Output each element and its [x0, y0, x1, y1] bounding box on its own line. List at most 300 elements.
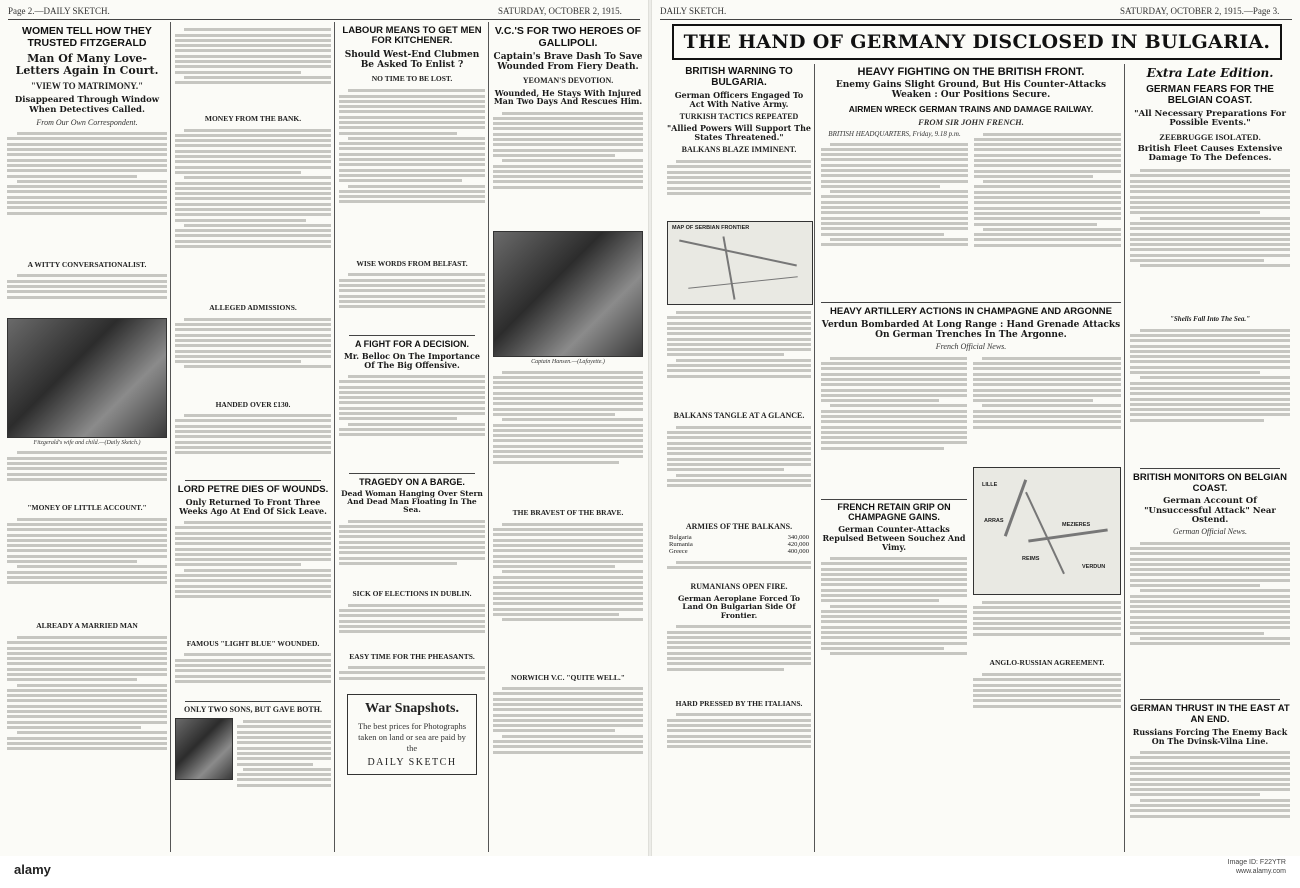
subhead-yeoman: YEOMAN'S DEVOTION.	[522, 75, 614, 85]
text-line	[493, 127, 643, 130]
map-front-line	[1004, 480, 1027, 537]
text-line	[339, 535, 485, 538]
column-rule	[814, 64, 815, 852]
article-text	[973, 671, 1121, 729]
extra-edition: Extra Late Edition.	[1146, 66, 1274, 80]
text-line	[175, 664, 331, 667]
text-line	[821, 431, 967, 434]
text-line	[1130, 382, 1290, 385]
text-line	[493, 549, 643, 552]
article-text	[821, 140, 968, 298]
text-line	[1130, 174, 1290, 177]
text-line	[493, 424, 643, 427]
text-line	[821, 636, 967, 639]
text-line	[1130, 398, 1290, 401]
subhead-witty: A WITTY CONVERSATIONALIST.	[27, 259, 147, 269]
text-line	[493, 186, 643, 189]
text-line	[667, 171, 811, 174]
text-line	[175, 537, 331, 540]
text-line	[339, 546, 485, 549]
text-line	[339, 620, 485, 623]
text-line	[7, 539, 167, 542]
text-line	[821, 180, 968, 183]
text-line	[830, 190, 968, 193]
text-line	[339, 195, 485, 198]
text-line	[1130, 809, 1290, 812]
text-line	[493, 170, 643, 173]
text-line	[1130, 772, 1290, 775]
footer-strip	[0, 856, 1300, 888]
text-line	[339, 121, 485, 124]
warning-deck: German Officers Engaged To Act With Native Army.	[674, 90, 804, 109]
text-line	[974, 159, 1121, 162]
text-line	[1130, 243, 1290, 246]
text-line	[7, 581, 167, 584]
text-line	[175, 81, 331, 84]
text-line	[7, 747, 167, 750]
text-line	[339, 305, 485, 308]
text-line	[983, 228, 1121, 231]
text-line	[339, 190, 485, 193]
text-line	[7, 710, 167, 713]
text-line	[821, 620, 967, 623]
article-text	[1130, 539, 1290, 695]
text-line	[493, 692, 643, 695]
fitzgerald-kicker: "VIEW TO MATRIMONY."	[30, 81, 144, 92]
text-line	[339, 147, 485, 150]
barge-headline: TRAGEDY ON A BARGE.	[359, 476, 465, 487]
article-text	[175, 126, 331, 301]
text-line	[7, 153, 167, 156]
text-line	[493, 149, 643, 152]
text-line	[1140, 542, 1290, 545]
text-line	[821, 568, 967, 571]
text-line	[973, 394, 1121, 397]
text-line	[175, 574, 331, 577]
text-line	[237, 757, 331, 760]
text-line	[175, 144, 331, 147]
text-line	[502, 735, 643, 738]
text-line	[1130, 605, 1290, 608]
text-line	[7, 647, 167, 650]
text-line	[676, 561, 811, 564]
text-line	[1130, 756, 1290, 759]
article-text	[1130, 326, 1290, 464]
text-line	[1130, 552, 1290, 555]
text-line	[7, 296, 167, 299]
zeebrugge-deck: British Fleet Causes Extensive Damage To The Defences.	[1137, 144, 1283, 164]
image-id-watermark	[1228, 858, 1286, 876]
text-line	[502, 418, 643, 421]
text-line	[7, 668, 167, 671]
text-line	[502, 159, 643, 162]
text-line	[493, 581, 643, 584]
text-line	[493, 565, 615, 568]
text-line	[175, 213, 331, 216]
text-line	[493, 180, 643, 183]
text-line	[493, 719, 643, 722]
text-line	[339, 401, 485, 404]
text-line	[175, 451, 331, 454]
text-line	[339, 614, 485, 617]
text-line	[184, 28, 331, 31]
text-line	[821, 222, 968, 225]
subhead-anglo-russian: ANGLO-RUSSIAN AGREEMENT.	[989, 658, 1105, 668]
text-line	[175, 328, 331, 331]
text-line	[974, 223, 1097, 226]
left-col-4	[490, 22, 646, 852]
text-line	[982, 404, 1121, 407]
text-line	[667, 369, 811, 372]
ad-paper-name: DAILY SKETCH	[367, 756, 457, 768]
text-line	[821, 626, 967, 629]
text-line	[821, 441, 967, 444]
labour-headline: LABOUR MEANS TO GET MEN FOR KITCHENER.	[342, 25, 482, 47]
table-row	[667, 548, 811, 555]
text-line	[676, 160, 811, 163]
country-cell: Bulgaria	[669, 534, 692, 542]
text-line	[667, 740, 811, 743]
text-line	[175, 44, 331, 47]
fitzgerald-deck: Disappeared Through Window When Detectives Called.	[14, 95, 160, 115]
text-line	[175, 166, 331, 169]
text-line	[175, 360, 301, 363]
article-text	[821, 354, 967, 496]
text-line	[339, 557, 485, 560]
text-line	[339, 132, 457, 135]
text-line	[493, 386, 643, 389]
text-line	[339, 100, 485, 103]
text-line	[830, 404, 967, 407]
text-line	[184, 365, 331, 368]
text-line	[184, 521, 331, 524]
text-line	[830, 557, 967, 560]
text-line	[175, 229, 331, 232]
text-line	[7, 148, 167, 151]
text-line	[339, 428, 485, 431]
text-line	[667, 187, 811, 190]
text-line	[7, 523, 167, 526]
text-line	[493, 560, 643, 563]
text-line	[7, 662, 167, 665]
text-line	[974, 201, 1121, 204]
text-line	[974, 196, 1121, 199]
text-line	[493, 751, 643, 754]
text-line	[1130, 248, 1290, 251]
text-line	[821, 399, 939, 402]
champagne-deck: Verdun Bombarded At Long Range : Hand Grenade Attacks On German Trenches In The Argonne.	[821, 319, 1121, 340]
article-text	[7, 515, 167, 619]
text-line	[1130, 413, 1290, 416]
text-line	[493, 729, 615, 732]
text-line	[821, 583, 967, 586]
divider	[821, 302, 1121, 303]
ad-title: War Snapshots.	[365, 700, 459, 716]
text-line	[973, 633, 1121, 636]
text-line	[339, 169, 485, 172]
text-line	[175, 234, 331, 237]
text-line	[17, 731, 167, 734]
text-line	[493, 461, 619, 464]
text-line	[1140, 329, 1290, 332]
text-line	[821, 169, 968, 172]
divider	[185, 701, 321, 702]
text-line	[1130, 190, 1290, 193]
map-front-line	[1028, 529, 1108, 543]
text-line	[175, 60, 331, 63]
text-line	[175, 240, 331, 243]
map-label-arras: ARRAS	[984, 518, 1004, 525]
text-line	[973, 426, 1121, 429]
text-line	[1130, 600, 1290, 603]
text-line	[339, 433, 485, 436]
map-frontier	[688, 276, 798, 288]
text-line	[175, 49, 331, 52]
text-line	[339, 562, 457, 565]
text-line	[667, 353, 784, 356]
text-line	[667, 668, 784, 671]
text-line	[175, 344, 331, 347]
text-line	[1130, 387, 1290, 390]
subhead-bravest: THE BRAVEST OF THE BRAVE.	[512, 508, 624, 518]
text-line	[973, 367, 1121, 370]
country-cell: Rumania	[669, 541, 693, 549]
german-official-byline: German Official News.	[1173, 527, 1247, 537]
text-line	[339, 671, 485, 674]
text-line	[667, 322, 811, 325]
text-line	[493, 745, 643, 748]
text-line	[1130, 392, 1290, 395]
east-thrust-headline: GERMAN THRUST IN THE EAST AT AN END.	[1130, 703, 1290, 725]
text-line	[7, 201, 167, 204]
text-line	[17, 565, 167, 568]
text-line	[175, 659, 331, 662]
text-line	[1130, 408, 1290, 411]
text-line	[7, 560, 137, 563]
text-line	[493, 592, 643, 595]
map-label-lille: LILLE	[982, 482, 998, 489]
text-line	[339, 279, 485, 282]
subhead-italians: HARD PRESSED BY THE ITALIANS.	[675, 698, 803, 708]
text-line	[493, 724, 643, 727]
text-line	[1140, 589, 1290, 592]
text-line	[7, 164, 167, 167]
text-line	[7, 694, 167, 697]
text-line	[973, 415, 1121, 418]
text-line	[17, 132, 167, 135]
text-line	[237, 731, 331, 734]
text-line	[339, 412, 485, 415]
right-col-2	[818, 64, 1124, 854]
text-line	[348, 89, 485, 92]
text-line	[175, 334, 331, 337]
western-front-map	[973, 467, 1121, 595]
text-line	[7, 169, 167, 172]
text-line	[667, 646, 811, 649]
text-line	[1130, 815, 1290, 818]
french-official-byline: French Official News.	[935, 342, 1007, 352]
text-line	[821, 389, 967, 392]
text-line	[339, 609, 485, 612]
subhead-shells: "Shells Fall Into The Sea."	[1170, 314, 1250, 323]
text-line	[493, 528, 643, 531]
text-line	[821, 217, 968, 220]
text-line	[821, 373, 967, 376]
map-label-verdun: VERDUN	[1082, 564, 1106, 571]
text-line	[339, 95, 485, 98]
text-line	[502, 570, 643, 573]
text-line	[667, 364, 811, 367]
text-line	[821, 610, 967, 613]
text-line	[667, 338, 811, 341]
text-line	[7, 175, 137, 178]
subhead-norwich: NORWICH V.C. "QUITE WELL."	[511, 672, 625, 682]
monitors-deck: German Account Of "Unsuccessful Attack" Near Ostend.	[1144, 496, 1276, 525]
text-line	[830, 605, 967, 608]
text-line	[493, 133, 643, 136]
petre-deck: Only Returned To Front Three Weeks Ago At End Of Sick Leave.	[179, 497, 327, 516]
text-line	[983, 180, 1121, 183]
text-line	[667, 729, 811, 732]
text-line	[1140, 799, 1290, 802]
text-line	[1130, 788, 1290, 791]
text-line	[175, 680, 331, 683]
text-line	[493, 117, 643, 120]
text-line	[502, 523, 643, 526]
photo-portrait	[175, 718, 233, 780]
text-line	[348, 520, 485, 523]
text-line	[982, 673, 1121, 676]
divider	[185, 480, 321, 481]
men-cell: 400,000	[787, 548, 809, 556]
subhead-zeebrugge: ZEEBRUGGE ISOLATED.	[1159, 131, 1261, 142]
left-col-1	[4, 22, 170, 852]
text-line	[1130, 804, 1290, 807]
text-line	[974, 138, 1121, 141]
text-line	[493, 576, 643, 579]
belgian-coast-headline: GERMAN FEARS FOR THE BELGIAN COAST.	[1146, 84, 1274, 106]
text-line	[973, 627, 1121, 630]
text-line	[667, 343, 811, 346]
text-line	[184, 569, 331, 572]
text-line	[175, 203, 331, 206]
text-line	[339, 116, 485, 119]
text-line	[1140, 169, 1290, 172]
text-line	[973, 378, 1121, 381]
text-line	[237, 725, 331, 728]
subhead-light-blue: FAMOUS "LIGHT BLUE" WOUNDED.	[186, 638, 320, 648]
article-text	[175, 26, 331, 112]
text-line	[667, 348, 811, 351]
text-line	[348, 185, 485, 188]
text-line	[493, 450, 643, 453]
text-line	[667, 662, 811, 665]
subhead-money: "MONEY OF LITTLE ACCOUNT."	[27, 503, 147, 513]
decision-headline: A FIGHT FOR A DECISION.	[355, 339, 469, 350]
text-line	[175, 563, 301, 566]
text-line	[821, 642, 967, 645]
text-line	[667, 332, 811, 335]
map-title: MAP OF SERBIAN FRONTIER	[672, 224, 750, 231]
article-text	[821, 555, 967, 705]
divider	[349, 473, 475, 474]
text-line	[821, 436, 967, 439]
text-line	[973, 362, 1121, 365]
text-line	[175, 139, 331, 142]
ad-body: The best prices for Photographs taken on land or sea are paid by the	[357, 720, 467, 753]
text-line	[493, 408, 643, 411]
subhead-blaze: BALKANS BLAZE IMMINENT.	[681, 144, 797, 154]
text-line	[821, 573, 967, 576]
text-line	[7, 143, 167, 146]
text-line	[1130, 206, 1290, 209]
text-line	[667, 641, 811, 644]
text-line	[1130, 573, 1290, 576]
text-line	[175, 446, 331, 449]
men-cell: 420,000	[787, 541, 809, 549]
text-line	[339, 284, 485, 287]
serbian-frontier-map	[667, 221, 813, 305]
text-line	[237, 747, 331, 750]
text-line	[17, 274, 167, 277]
text-line	[667, 566, 811, 569]
text-line	[493, 608, 643, 611]
article-text	[973, 354, 1121, 464]
text-line	[175, 419, 331, 422]
text-line	[175, 55, 331, 58]
text-line	[1130, 254, 1290, 257]
text-line	[175, 150, 331, 153]
subhead-pheasants: EASY TIME FOR THE PHEASANTS.	[349, 651, 475, 661]
text-line	[493, 122, 643, 125]
text-line	[339, 179, 462, 182]
text-line	[1130, 371, 1260, 374]
subhead-two-sons: ONLY TWO SONS, BUT GAVE BOTH.	[184, 705, 322, 715]
article-text	[667, 623, 811, 697]
text-line	[973, 705, 1121, 708]
text-line	[493, 613, 619, 616]
text-line	[667, 484, 811, 487]
text-line	[973, 420, 1121, 423]
text-line	[1130, 626, 1290, 629]
text-line	[667, 327, 811, 330]
text-line	[339, 158, 485, 161]
text-line	[17, 451, 167, 454]
text-line	[237, 752, 331, 755]
fitzgerald-headline: WOMEN TELL HOW THEY TRUSTED FITZGERALD	[22, 25, 152, 49]
text-line	[1140, 637, 1290, 640]
french-byline: FROM SIR JOHN FRENCH.	[918, 117, 1024, 128]
left-folio-page: Page 2.—DAILY SKETCH.	[8, 6, 110, 16]
text-line	[7, 190, 167, 193]
text-line	[175, 71, 301, 74]
text-line	[175, 669, 331, 672]
subhead-no-time: NO TIME TO BE LOST.	[371, 73, 453, 83]
vc-headline: V.C.'S FOR TWO HEROES OF GALLIPOLI.	[494, 25, 642, 49]
text-line	[7, 457, 167, 460]
text-line	[1130, 793, 1260, 796]
text-line	[974, 217, 1121, 220]
text-line	[7, 467, 167, 470]
text-line	[339, 391, 485, 394]
text-line	[1130, 180, 1290, 183]
text-line	[493, 381, 643, 384]
text-line	[493, 597, 643, 600]
text-line	[667, 192, 811, 195]
photo-wife-and-child	[7, 318, 167, 438]
text-line	[821, 367, 967, 370]
article-text	[667, 424, 811, 520]
